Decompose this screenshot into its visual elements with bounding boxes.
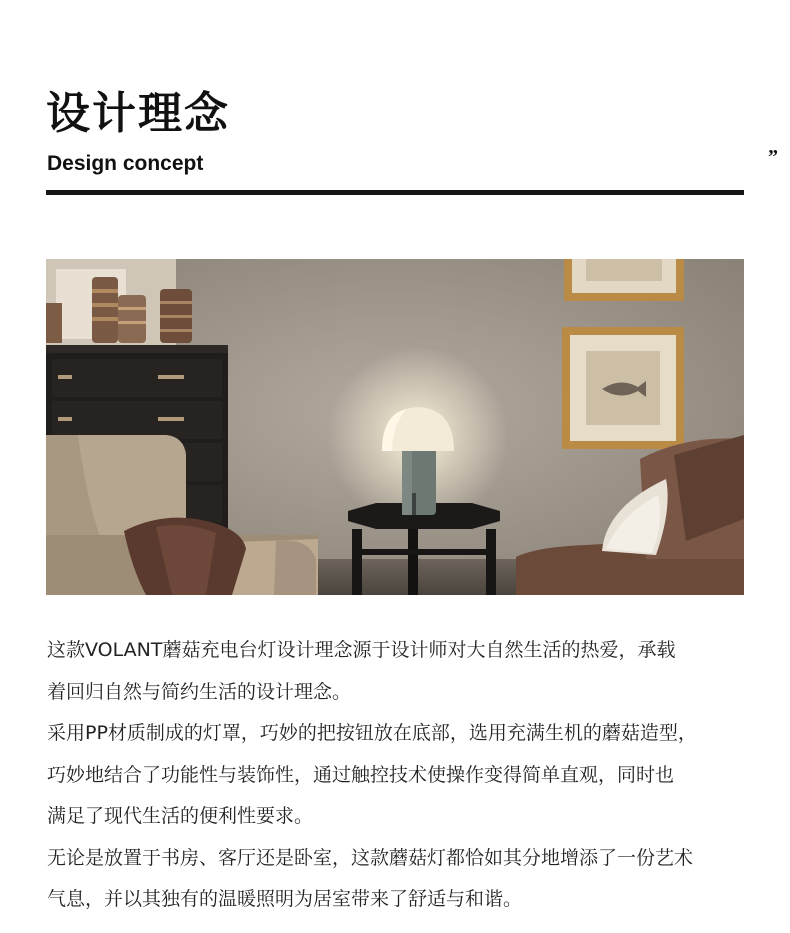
vase [46,303,62,343]
paragraph-usage [47,838,762,921]
paragraph-material [47,713,762,838]
paragraph-line: 这款VOLANT蘑菇充电台灯设计理念源于设计师对大自然生活的热爱，承载 [47,639,676,661]
page-title-cn: 设计理念 [46,88,230,139]
vase [92,277,118,343]
vase [118,295,146,343]
paragraph-line: 满足了现代生活的便利性要求。 [47,805,314,827]
paragraph-line: 着回归自然与简约生活的设计理念。 [47,680,352,703]
quote-mark: ” [768,146,778,168]
heading-divider [46,190,744,195]
paragraph-line: 巧妙地结合了功能性与装饰性，通过触控技术使操作变得简单直观，同时也 [47,763,675,786]
paragraph-line: 气息，并以其独有的温暖照明为居室带来了舒适与和谐。 [47,888,523,910]
paragraph-line: 采用PP材质制成的灯罩，巧妙的把按钮放在底部，选用充满生机的蘑菇造型， [47,722,697,744]
page-subtitle-en: Design concept [47,152,204,175]
paragraph-intro [47,630,762,713]
product-scene-photo [46,259,744,595]
description [47,630,762,921]
paragraph-line: 无论是放置于书房、客厅还是卧室，这款蘑菇灯都恰如其分地增添了一份艺术 [47,846,694,869]
